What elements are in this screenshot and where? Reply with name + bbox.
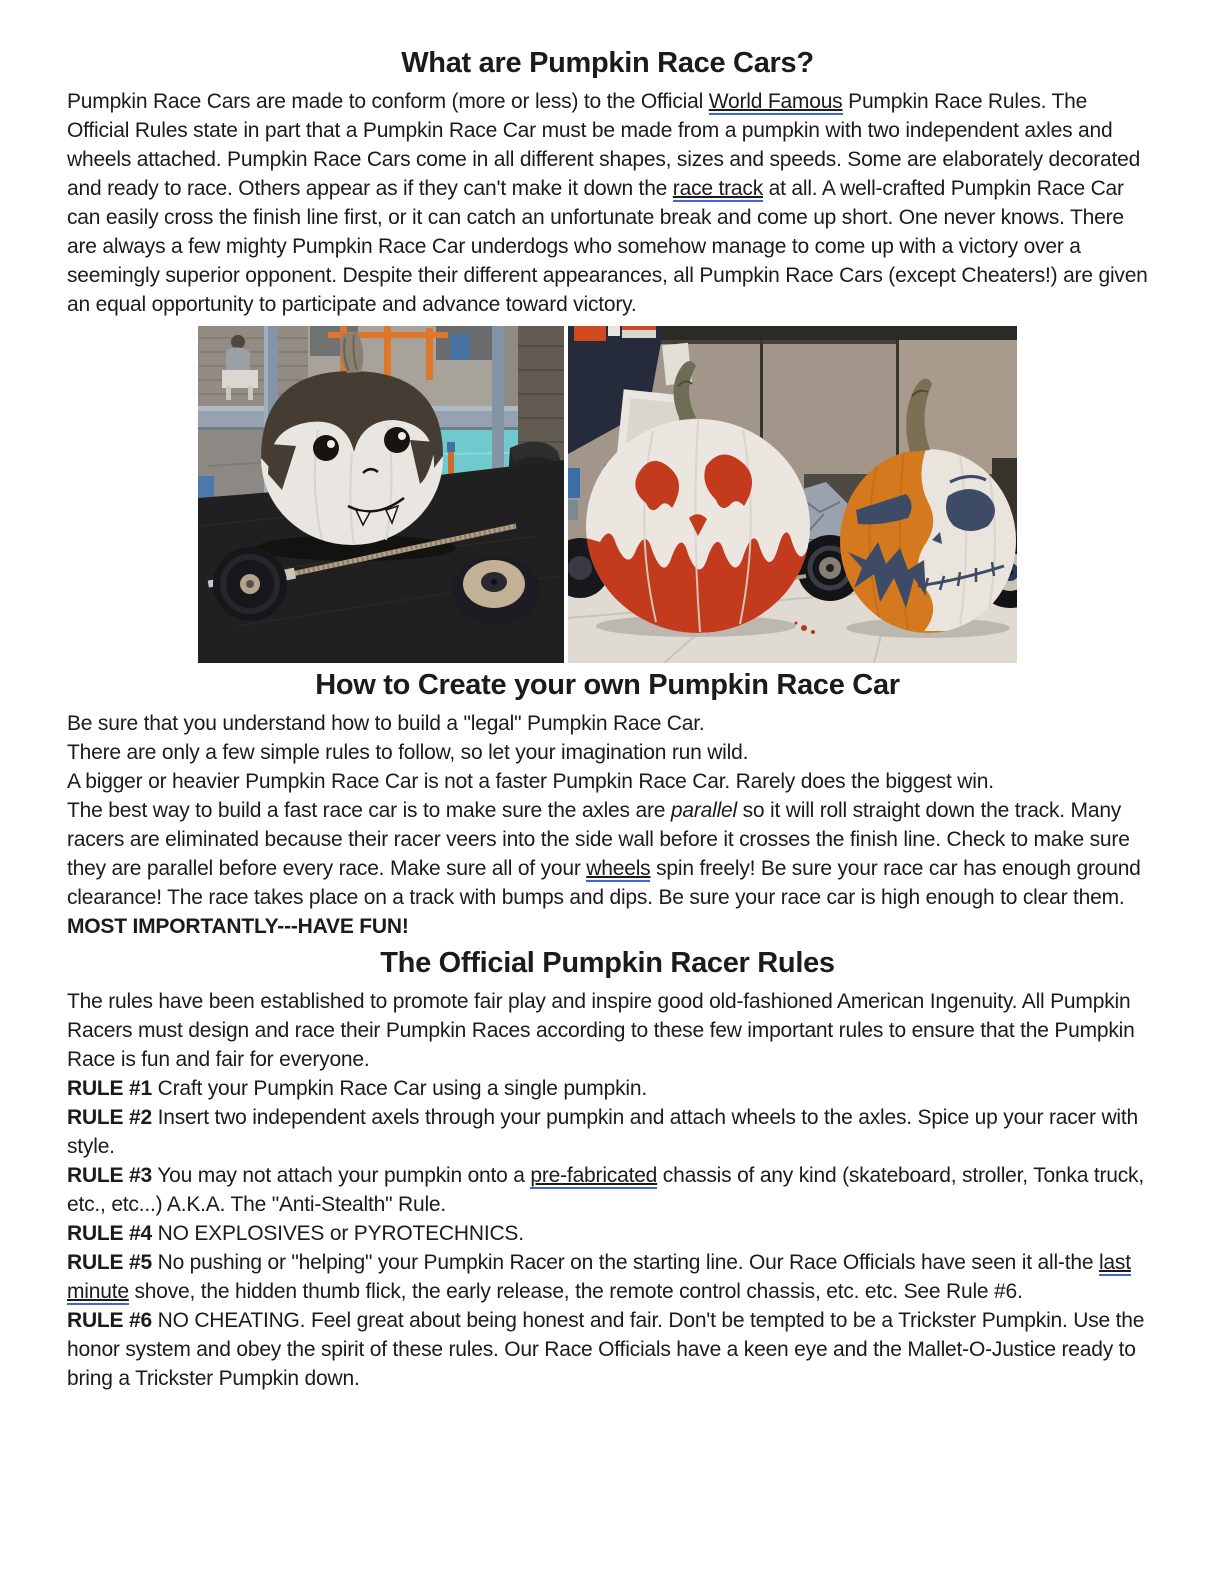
howto-line-3: A bigger or heavier Pumpkin Race Car is not a faster Pumpkin Race Car. Rarely does the biggest win. xyxy=(67,770,994,793)
rule-label: RULE #2 xyxy=(67,1106,152,1129)
intro-text: Pumpkin Race Rules. The Official Rules state in part that a Pumpkin Race Car must be made from a pumpkin with two independent axles and wheels attached. Pumpkin Race Cars come in all different shapes, sizes and speeds. Some are elaborately decorated and ready to race. Others appear as if they can't make it down the xyxy=(67,90,1141,200)
section-title-how-to: How to Create your own Pumpkin Race Car xyxy=(315,669,900,701)
rule-2 xyxy=(67,1103,1148,1161)
rule-6 xyxy=(67,1306,1148,1393)
link-last-minute[interactable]: last minute xyxy=(67,1251,1131,1303)
rule-text: Craft your Pumpkin Race Car using a single pumpkin. xyxy=(151,1077,647,1100)
howto-line-2: There are only a few simple rules to follow, so let your imagination run wild. xyxy=(67,741,749,764)
photos-row xyxy=(67,326,1148,663)
section-title-rules: The Official Pumpkin Racer Rules xyxy=(380,947,835,979)
howto-text: spin freely! Be sure your race car has enough ground clearance! The race takes place on a track with bumps and dips. Be sure your race car is high enough to clear them. xyxy=(67,857,1141,909)
rule-3 xyxy=(67,1161,1148,1219)
rule-label: RULE #5 xyxy=(67,1251,152,1274)
intro-text: Pumpkin Race Cars are made to conform (more or less) to the Official xyxy=(67,90,709,113)
rule-text: NO CHEATING. Feel great about being honest and fair. Don't be tempted to be a Trickster Pumpkin. Use the honor system and obey the spirit of these rules. Our Race Officials have a keen eye and the Mallet-O-Justice ready to bring a Trickster Pumpkin down. xyxy=(67,1309,1145,1390)
howto-text: so it will roll straight down the track. Many racers are eliminated because their racer veers into the side wall before it crosses the finish line. Check to make sure they are parallel before every race. Make sure all of your xyxy=(67,799,1130,880)
intro-text: at all. A well-crafted Pumpkin Race Car can easily cross the finish line first, or it can catch an unfortunate break and come up short. One never knows. There are always a few mighty Pumpkin Race Car underdogs who somehow manage to come up with a victory over a seemingly superior opponent. Despite their different appearances, all Pumpkin Race Cars (except Cheaters!) are given an equal opportunity to participate and advance toward victory. xyxy=(67,177,1148,316)
have-fun-line: MOST IMPORTANTLY---HAVE FUN! xyxy=(67,915,409,938)
link-race-track[interactable]: race track xyxy=(672,177,763,200)
rules-intro: The rules have been established to promote fair play and inspire good old-fashioned American Ingenuity. All Pumpkin Racers must design and race their Pumpkin Races according to these few important rules to ensure that the Pumpkin Race is fun and fair for everyone. xyxy=(67,990,1135,1071)
howto-text: The best way to build a fast race car is to make sure the axles are xyxy=(67,799,671,822)
intro-paragraph xyxy=(67,87,1148,319)
painted-pumpkins-photo xyxy=(568,326,1017,663)
link-wheels[interactable]: wheels xyxy=(586,857,651,880)
howto-italic-parallel: parallel xyxy=(670,799,737,822)
rule-label: RULE #4 xyxy=(67,1222,152,1245)
howto-line-1: Be sure that you understand how to build a "legal" Pumpkin Race Car. xyxy=(67,712,705,735)
rule-label: RULE #3 xyxy=(67,1164,152,1187)
rule-text: shove, the hidden thumb flick, the early release, the remote control chassis, etc. etc. See Rule #6. xyxy=(128,1280,1023,1303)
rule-label: RULE #6 xyxy=(67,1309,152,1332)
page-title: What are Pumpkin Race Cars? xyxy=(401,47,814,79)
link-world-famous[interactable]: World Famous xyxy=(708,90,843,113)
rule-4 xyxy=(67,1219,1148,1248)
rule-text: No pushing or "helping" your Pumpkin Racer on the starting line. Our Race Officials have seen it all-the xyxy=(151,1251,1099,1274)
rule-5 xyxy=(67,1248,1148,1306)
howto-paragraph xyxy=(67,796,1148,912)
rule-text: NO EXPLOSIVES or PYROTECHNICS. xyxy=(151,1222,524,1245)
rule-text: You may not attach your pumpkin onto a xyxy=(151,1164,531,1187)
rule-text: Insert two independent axels through your pumpkin and attach wheels to the axles. Spice up your racer with style. xyxy=(67,1106,1138,1158)
link-pre-fabricated[interactable]: pre-fabricated xyxy=(530,1164,658,1187)
vampire-pumpkin-photo xyxy=(198,326,564,663)
rule-label: RULE #1 xyxy=(67,1077,152,1100)
rule-text: chassis of any kind (skateboard, stroller, Tonka truck, etc., etc...) A.K.A. The "Anti-Stealth" Rule. xyxy=(67,1164,1144,1216)
rule-1 xyxy=(67,1074,1148,1103)
